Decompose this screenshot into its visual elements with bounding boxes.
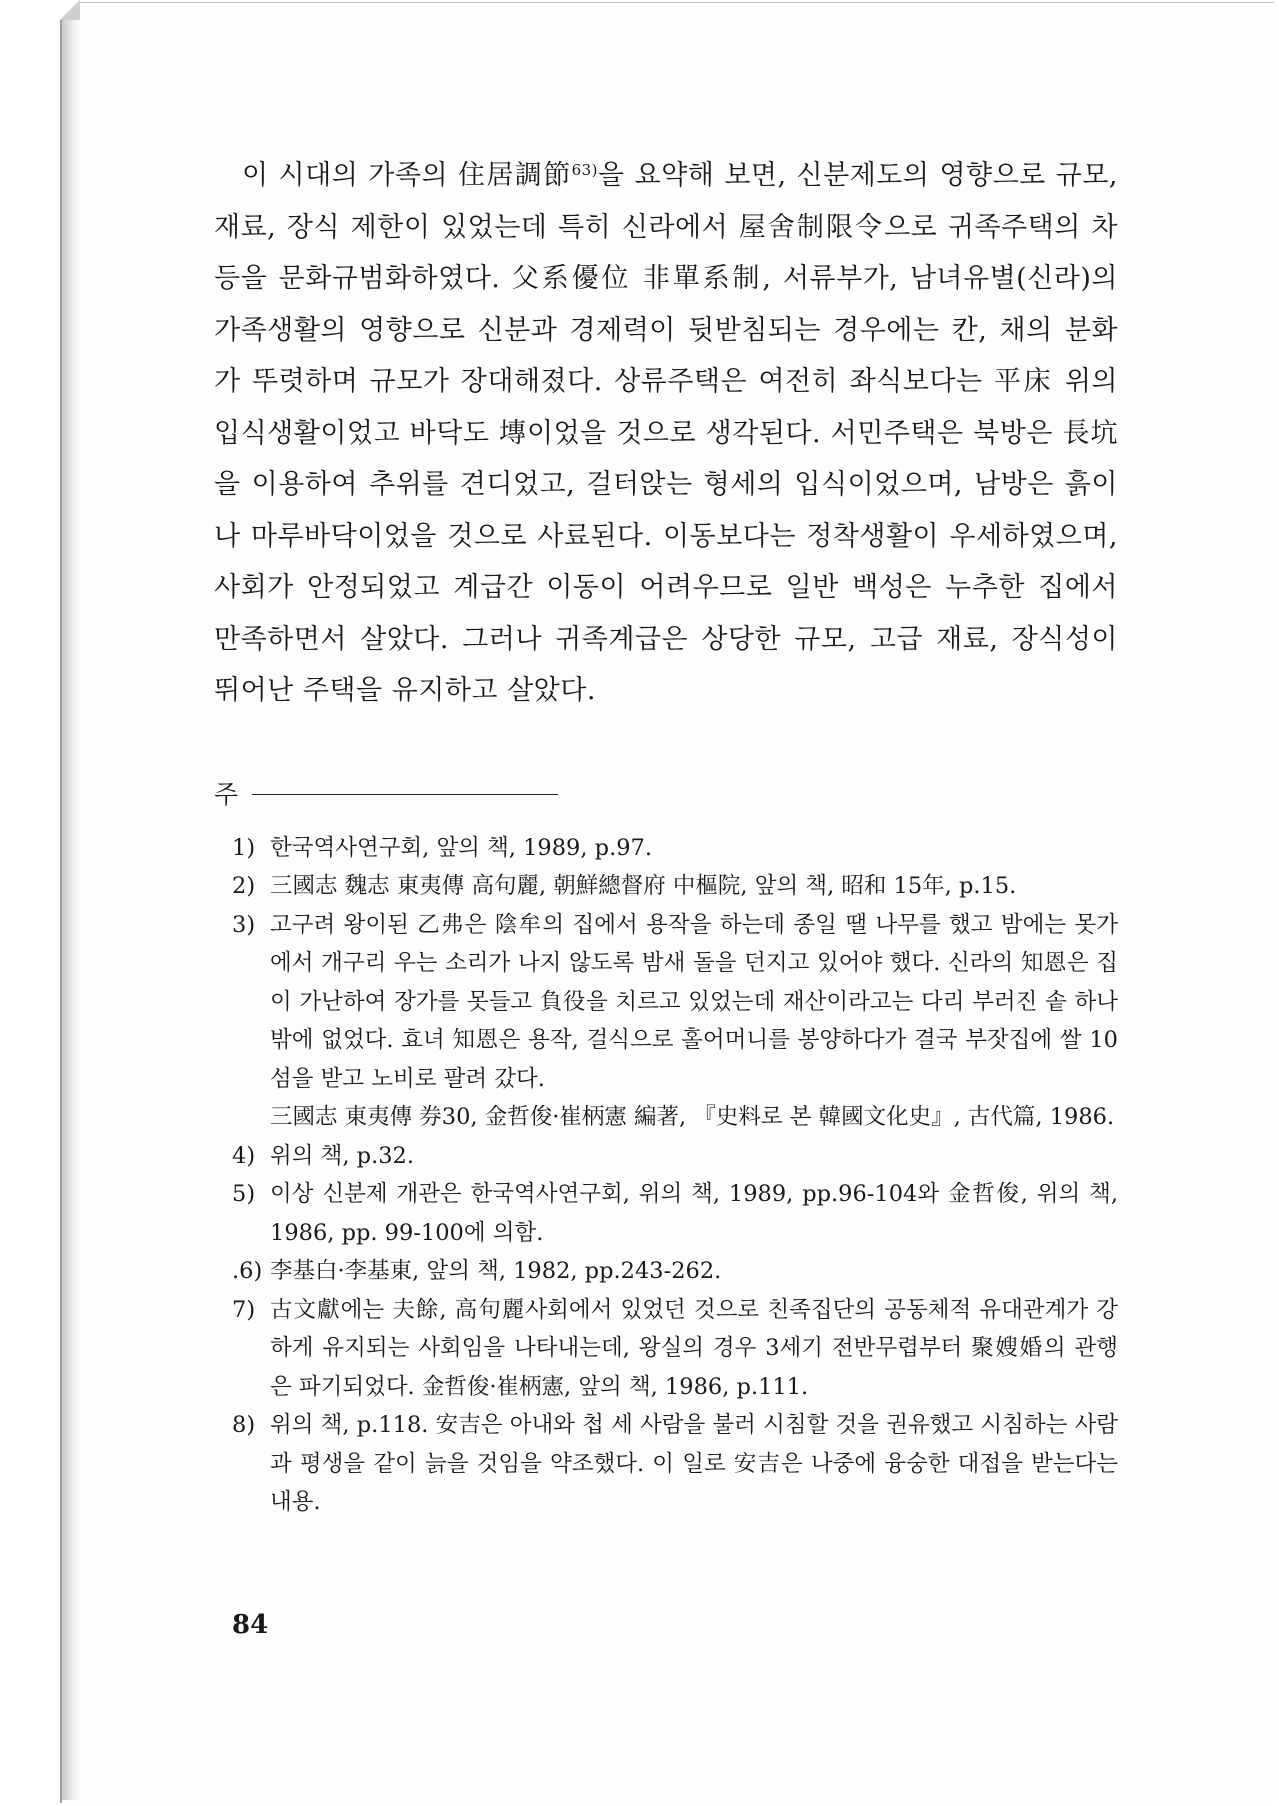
- note-text: 古文獻에는 夫餘, 高句麗사회에서 있었던 것으로 친족집단의 공동체적 유대관계가 강하게 유지되는 사회임을 나타내는데, 왕실의 경우 3세기 전반무렵부터 聚嫂婚의 관행은 파기되었다. 金哲俊·崔柄憲, 앞의 책, 1986, p.111.: [270, 1296, 1118, 1400]
- page-content: [214, 150, 1118, 1522]
- note-item: [232, 867, 1118, 906]
- body-text-rest: 을 요약해 보면, 신분제도의 영향으로 규모, 재료, 장식 제한이 있었는데 특히 신라에서 屋舍制限令으로 귀족주택의 차등을 문화규범화하였다. 父系優位 非單系制, 서류부가, 남녀유별(신라)의 가족생활의 영향으로 신분과 경제력이 뒷받침되는 경우에는 칸, 채의 분화가 뚜렷하며 규모가 장대해졌다. 상류주택은 여전히 좌식보다는 平床 위의 입식생활이었고 바닥도 塼이었을 것으로 생각된다. 서민주택은 북방은 長坑을 이용하여 추위를 견디었고, 걸터앉는 형세의 입식이었으며, 남방은 흙이나 마루바닥이었을 것으로 사료된다. 이동보다는 정착생활이 우세하였으며, 사회가 안정되었고 계급간 이동이 어려우므로 일반 백성은 누추한 집에서 만족하면서 살았다. 그러나 귀족계급은 상당한 규모, 고급 재료, 장식성이 뛰어난 주택을 유지하고 살았다.: [214, 160, 1118, 706]
- note-number: 1): [232, 834, 256, 861]
- notes-list: [232, 829, 1118, 1522]
- note-body: [270, 906, 1118, 1137]
- note-text: 고구려 왕이된 乙弗은 陰牟의 집에서 용작을 하는데 종일 땔 나무를 했고 밤에는 못가에서 개구리 우는 소리가 나지 않도록 밤새 돌을 던지고 있어야 했다. 신라의 知恩은 집이 가난하여 장가를 못들고 負役을 치르고 있었는데 재산이라고는 다리 부러진 솥 하나밖에 없었다. 효녀 知恩은 용작, 걸식으로 홀어머니를 봉양하다가 결국 부잣집에 쌀 10섬을 받고 노비로 팔려 갔다.: [270, 911, 1118, 1092]
- note-citation: 三國志 東夷傳 券30, 金哲俊·崔柄憲 編著, 『史料로 본 韓國文化史』, 古代篇, 1986.: [270, 1104, 1115, 1130]
- note-number: .6): [232, 1258, 263, 1284]
- page-binding-edge: [62, 4, 80, 1800]
- note-number: 3): [232, 911, 256, 938]
- note-number: 7): [232, 1296, 256, 1323]
- note-item: [232, 906, 1118, 1137]
- notes-label: 주: [214, 779, 239, 809]
- note-text: 三國志 魏志 東夷傳 高句麗, 朝鮮總督府 中樞院, 앞의 책, 昭和 15年, p.15.: [270, 873, 1017, 899]
- note-text: 위의 책, p.32.: [270, 1142, 414, 1169]
- note-item: [232, 1175, 1118, 1252]
- body-paragraph: [214, 150, 1118, 717]
- note-item: [232, 1406, 1118, 1522]
- notes-rule: [252, 794, 558, 795]
- note-number: 5): [232, 1181, 256, 1207]
- body-text-start: 이 시대의 가족의 住居調節: [242, 160, 572, 191]
- note-text: 한국역사연구회, 앞의 책, 1989, p.97.: [270, 834, 653, 861]
- notes-header: [214, 775, 1118, 811]
- note-number: 4): [232, 1142, 256, 1169]
- page-number: 84: [232, 1610, 269, 1640]
- note-number: 8): [232, 1412, 256, 1438]
- note-item: [232, 1252, 1118, 1291]
- note-text: 위의 책, p.118. 安吉은 아내와 첩 세 사람을 불러 시침할 것을 권유했고 시침하는 사람과 평생을 같이 늙을 것임을 약조했다. 이 일로 安吉은 나중에 융숭한 대접을 받는다는 내용.: [270, 1412, 1118, 1515]
- footnote-ref: 63): [571, 161, 599, 179]
- note-item: [232, 1291, 1118, 1407]
- note-item: [232, 1137, 1118, 1176]
- note-text: 이상 신분제 개관은 한국역사연구회, 위의 책, 1989, pp.96-104와 金哲俊, 위의 책, 1986, pp. 99-100에 의함.: [270, 1181, 1118, 1246]
- page-corner: [60, 0, 80, 20]
- note-text: 李基白·李基東, 앞의 책, 1982, pp.243-262.: [270, 1258, 722, 1284]
- note-number: 2): [232, 873, 256, 899]
- note-item: [232, 829, 1118, 868]
